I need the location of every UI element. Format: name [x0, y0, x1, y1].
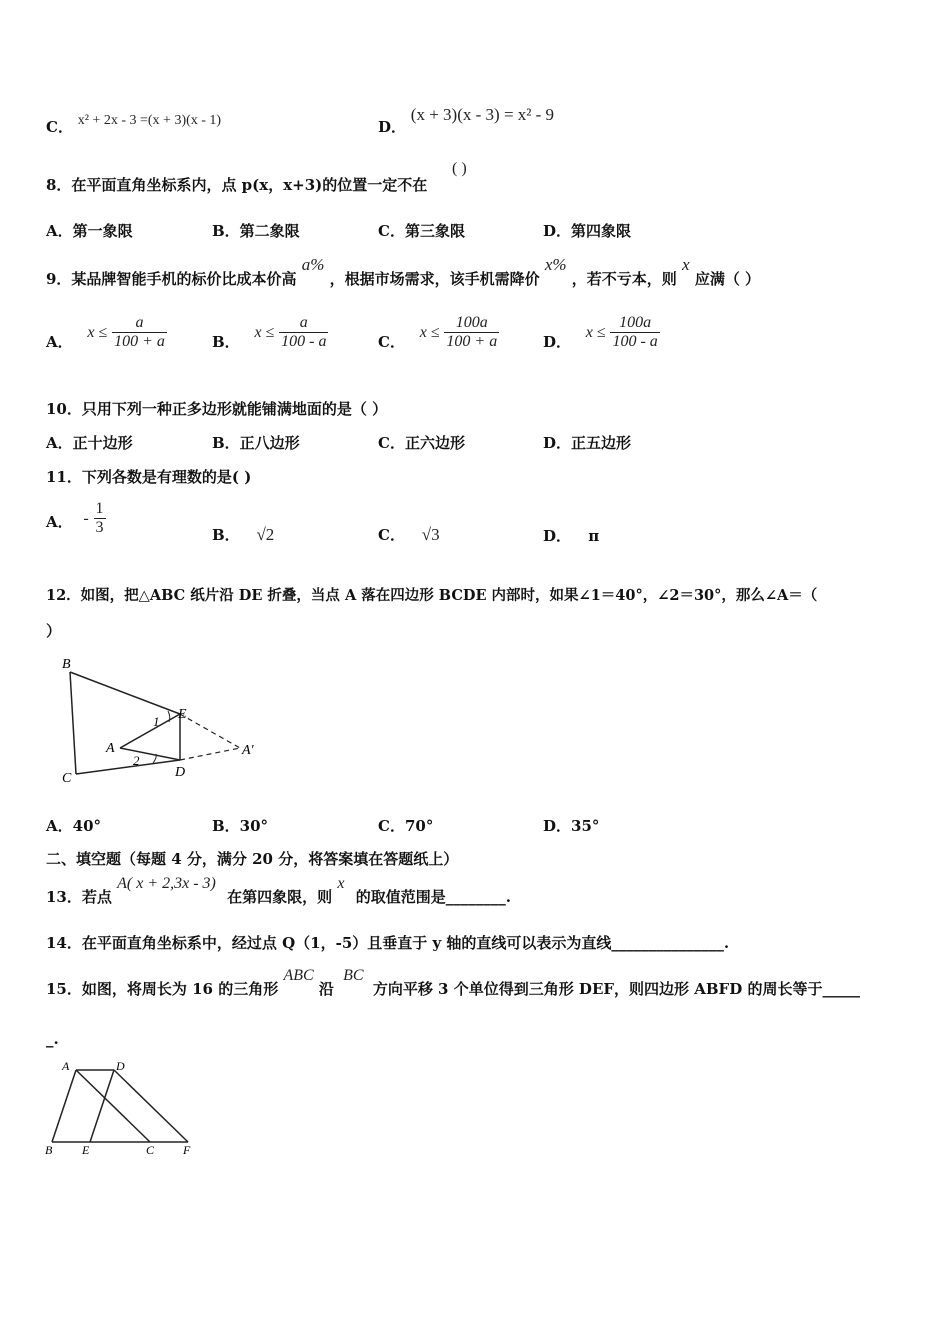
q9-option-b-lhs: x ≤ — [254, 323, 275, 341]
q7-option-d — [378, 104, 555, 136]
q15-math-bc: BC — [343, 967, 364, 984]
q12-option-b: B．30° — [212, 817, 269, 835]
q12-option-d: D．35° — [543, 817, 600, 835]
q9-option-b-numerator: a — [299, 314, 308, 331]
q9-option-c — [378, 314, 499, 352]
q8-option-b: B．第二象限 — [212, 222, 300, 240]
q9-option-c-lhs: x ≤ — [419, 323, 440, 341]
q11-option-d-value: π — [588, 527, 600, 545]
q7-option-d-expression: (x + 3)(x - 3) = x² - 9 — [410, 105, 555, 124]
q15-label-d: D — [116, 1059, 125, 1073]
q9-option-a-lhs: x ≤ — [87, 323, 108, 341]
q13-math-x: x — [337, 875, 345, 892]
q15-stem — [46, 964, 860, 998]
q15-edge-ab — [52, 1070, 76, 1142]
q11-option-c-label: C． — [378, 526, 405, 544]
q9-stem-part1: 9．某品牌智能手机的标价比成本价高 — [46, 270, 297, 288]
q15-stem-part3: 方向平移 3 个单位得到三角形 DEF，则四边形 ABFD 的周长等于_____ — [372, 980, 860, 998]
q12-stem-line1: 12．如图，把△ABC 纸片沿 DE 折叠，当点 A 落在四边形 BCDE 内部时，如果∠1＝40°，∠2＝30°，那么∠A＝（ — [46, 587, 818, 604]
q15-label-c: C — [146, 1143, 155, 1157]
q13-math-point-a: A( x + 2,3x - 3) — [117, 875, 216, 892]
q9-option-d-label: D． — [543, 332, 572, 351]
q12-dashed-da-prime — [180, 748, 240, 760]
q15-edge-df — [114, 1070, 188, 1142]
q12-triangle-fold-figure — [40, 650, 280, 790]
q12-label-c: C — [62, 771, 72, 786]
q9-option-a-label: A． — [46, 332, 73, 351]
q12-label-a: A — [106, 741, 115, 756]
q9-option-a-fraction — [112, 314, 167, 352]
q13-stem-part1: 13．若点 — [46, 888, 112, 906]
q11-option-a-fraction — [94, 500, 106, 538]
q7-option-c-label: C． — [46, 118, 73, 136]
section-2-heading: 二、填空题（每题 4 分，满分 20 分，将答案填在答题纸上） — [46, 850, 459, 868]
q11-option-a — [46, 500, 106, 538]
q9-stem-part4: 应满（ ） — [694, 270, 761, 288]
q7-option-c-expression: x² + 2x - 3 =(x + 3)(x - 1) — [77, 113, 222, 128]
q9-stem-part3: ，若不亏本，则 — [571, 270, 677, 288]
q12-label-1: 1 — [153, 714, 160, 729]
q9-option-d-denominator: 100 - a — [612, 333, 658, 351]
q8-option-a: A．第一象限 — [46, 222, 133, 240]
q11-option-a-denominator: 3 — [95, 519, 104, 537]
q9-option-a-numerator: a — [135, 314, 144, 331]
q12-edge-ae — [120, 714, 180, 748]
q11-stem: 11．下列各数是有理数的是( ) — [46, 468, 252, 486]
q9-option-b — [212, 314, 328, 352]
q11-option-d — [543, 525, 599, 546]
q12-option-a: A．40° — [46, 817, 102, 835]
q8-option-d: D．第四象限 — [543, 222, 632, 240]
q12-label-e: E — [178, 707, 187, 722]
q15-stem-part2: 沿 — [318, 980, 334, 998]
q9-option-b-fraction — [279, 314, 328, 352]
q9-option-d-lhs: x ≤ — [585, 323, 606, 341]
q15-edge-ac — [76, 1070, 150, 1142]
q13-stem-part2: 在第四象限，则 — [227, 888, 333, 906]
q12-edge-ad — [120, 748, 180, 760]
q10-stem: 10．只用下列一种正多边形就能铺满地面的是（ ） — [46, 400, 388, 418]
q9-stem-part2: ，根据市场需求，该手机需降价 — [329, 270, 540, 288]
q11-option-a-numerator: 1 — [95, 500, 104, 517]
q14-stem: 14．在平面直角坐标系中，经过点 Q（1，-5）且垂直于 y 轴的直线可以表示为直线_______________. — [46, 934, 730, 952]
q9-option-c-label: C． — [378, 332, 405, 351]
q9-option-d-fraction — [610, 314, 659, 352]
q15-label-f: F — [183, 1143, 191, 1157]
q12-label-2: 2 — [133, 753, 140, 768]
q9-option-c-fraction — [444, 314, 499, 352]
q11-option-a-label: A． — [46, 512, 73, 531]
q9-option-d-numerator: 100a — [619, 314, 652, 331]
q9-option-a — [46, 314, 167, 352]
q11-option-b-value: √2 — [256, 525, 275, 544]
q9-option-a-denominator: 100 + a — [114, 333, 165, 351]
q15-translation-figure — [40, 1058, 200, 1162]
q9-option-b-label: B． — [212, 332, 240, 351]
q12-edge-cd — [76, 760, 180, 774]
q7-option-c — [46, 108, 222, 136]
q9-math-x: x — [682, 255, 690, 274]
q12-label-a-prime: A′ — [242, 743, 254, 758]
q9-option-c-denominator: 100 + a — [446, 333, 498, 351]
q9-option-b-denominator: 100 - a — [281, 333, 327, 351]
q10-option-c: C．正六边形 — [378, 434, 465, 452]
q12-option-c: C．70° — [378, 817, 434, 835]
q8-stem — [46, 174, 427, 195]
q11-option-c — [378, 524, 440, 545]
q10-option-a: A．正十边形 — [46, 434, 133, 452]
q13-stem-part3: 的取值范围是________. — [355, 888, 511, 906]
q11-option-b-label: B． — [212, 526, 240, 544]
q12-stem-line2: ） — [46, 622, 62, 640]
q13-stem — [46, 872, 511, 906]
q12-label-d: D — [175, 765, 186, 780]
q9-math-x-percent: x% — [544, 255, 567, 274]
q15-stem-part1: 15．如图，将周长为 16 的三角形 — [46, 980, 279, 998]
q9-stem — [46, 254, 761, 288]
q9-option-d — [543, 314, 660, 352]
q10-option-d: D．正五边形 — [543, 434, 632, 452]
q11-option-c-value: √3 — [421, 525, 440, 544]
q15-math-abc: ABC — [283, 967, 314, 984]
q12-edge-be — [70, 672, 180, 714]
q11-option-d-label: D． — [543, 527, 572, 545]
q15-stem-line2: _. — [46, 1030, 59, 1048]
q8-stem-text: 8．在平面直角坐标系内，点 p(x，x+3)的位置一定不在 — [46, 176, 428, 194]
q15-edge-de — [90, 1070, 114, 1142]
q8-bracket: ( ) — [452, 160, 467, 177]
q15-label-a: A — [62, 1059, 70, 1073]
q12-edge-bc — [70, 672, 76, 774]
q12-dashed-ea-prime — [180, 714, 240, 748]
q9-math-a-percent: a% — [301, 255, 325, 274]
q9-option-c-numerator: 100a — [455, 314, 488, 331]
q10-option-b: B．正八边形 — [212, 434, 300, 452]
q11-option-b — [212, 524, 274, 545]
q7-option-d-label: D． — [378, 118, 407, 136]
q11-option-a-sign: - — [83, 509, 89, 527]
q15-label-b: B — [45, 1143, 53, 1157]
q15-label-e: E — [82, 1143, 90, 1157]
q8-option-c: C．第三象限 — [378, 222, 465, 240]
q12-label-b: B — [62, 657, 71, 672]
